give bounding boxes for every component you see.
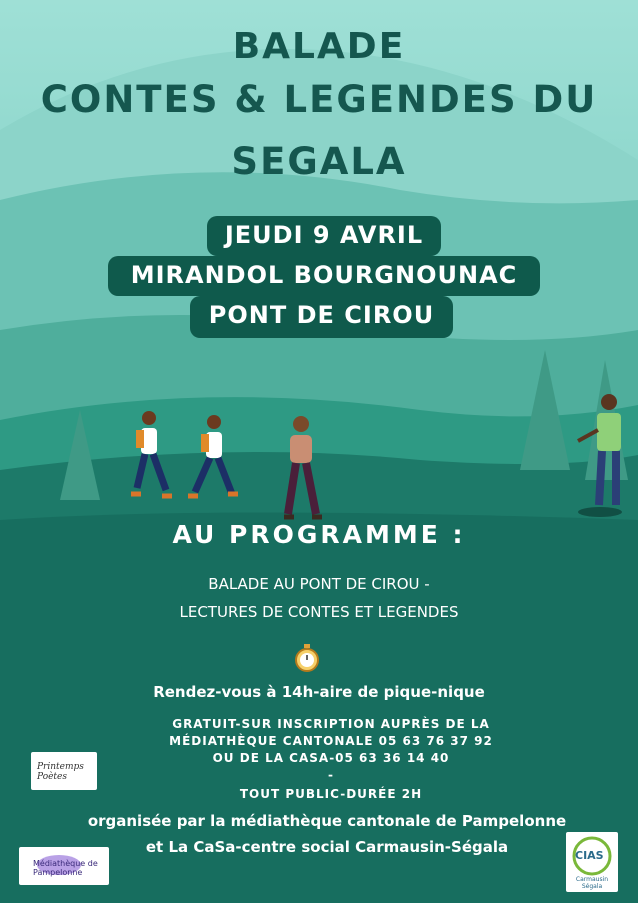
programme-item-1: BALADE AU PONT DE CIROU - [208, 575, 430, 593]
mediatheque-logo [19, 847, 109, 885]
event-place: MIRANDOL BOURGNOUNAC [108, 256, 540, 296]
programme-heading: AU PROGRAMME : [172, 520, 466, 549]
info-line-5: TOUT PUBLIC-DURÉE 2H [239, 787, 423, 801]
info-line-4: - [328, 768, 334, 782]
printemps-logo-text: Printemps Poètes [37, 762, 84, 782]
event-date: JEUDI 9 AVRIL [207, 216, 441, 256]
title-line-2: CONTES & LEGENDES DU [40, 78, 598, 121]
cias-logo-sub: Carmausin Ségala [575, 876, 609, 890]
cias-logo-main: CIAS [575, 849, 604, 862]
meeting-info: Rendez-vous à 14h-aire de pique-nique [153, 683, 485, 701]
title-line-3: SEGALA [231, 140, 407, 183]
cias-logo [566, 832, 618, 892]
title-line-1: BALADE [232, 26, 406, 67]
info-line-3: OU DE LA CASA-05 63 36 14 40 [212, 751, 450, 765]
stopwatch-icon [293, 643, 321, 673]
programme-item-2: LECTURES DE CONTES ET LEGENDES [179, 603, 459, 621]
organiser-line-1: organisée par la médiathèque cantonale de Pampelonne [87, 812, 567, 830]
info-line-1: GRATUIT-SUR INSCRIPTION AUPRÈS DE LA [172, 717, 490, 731]
mediatheque-logo-text: Médiathèque de Pampelonne [33, 859, 98, 877]
info-line-2: MÉDIATHÈQUE CANTONALE 05 63 76 37 92 [169, 734, 493, 748]
event-spot: PONT DE CIROU [190, 296, 453, 338]
printemps-poetes-logo [31, 752, 97, 790]
organiser-line-2: et La CaSa-centre social Carmausin-Ségala [145, 838, 509, 856]
